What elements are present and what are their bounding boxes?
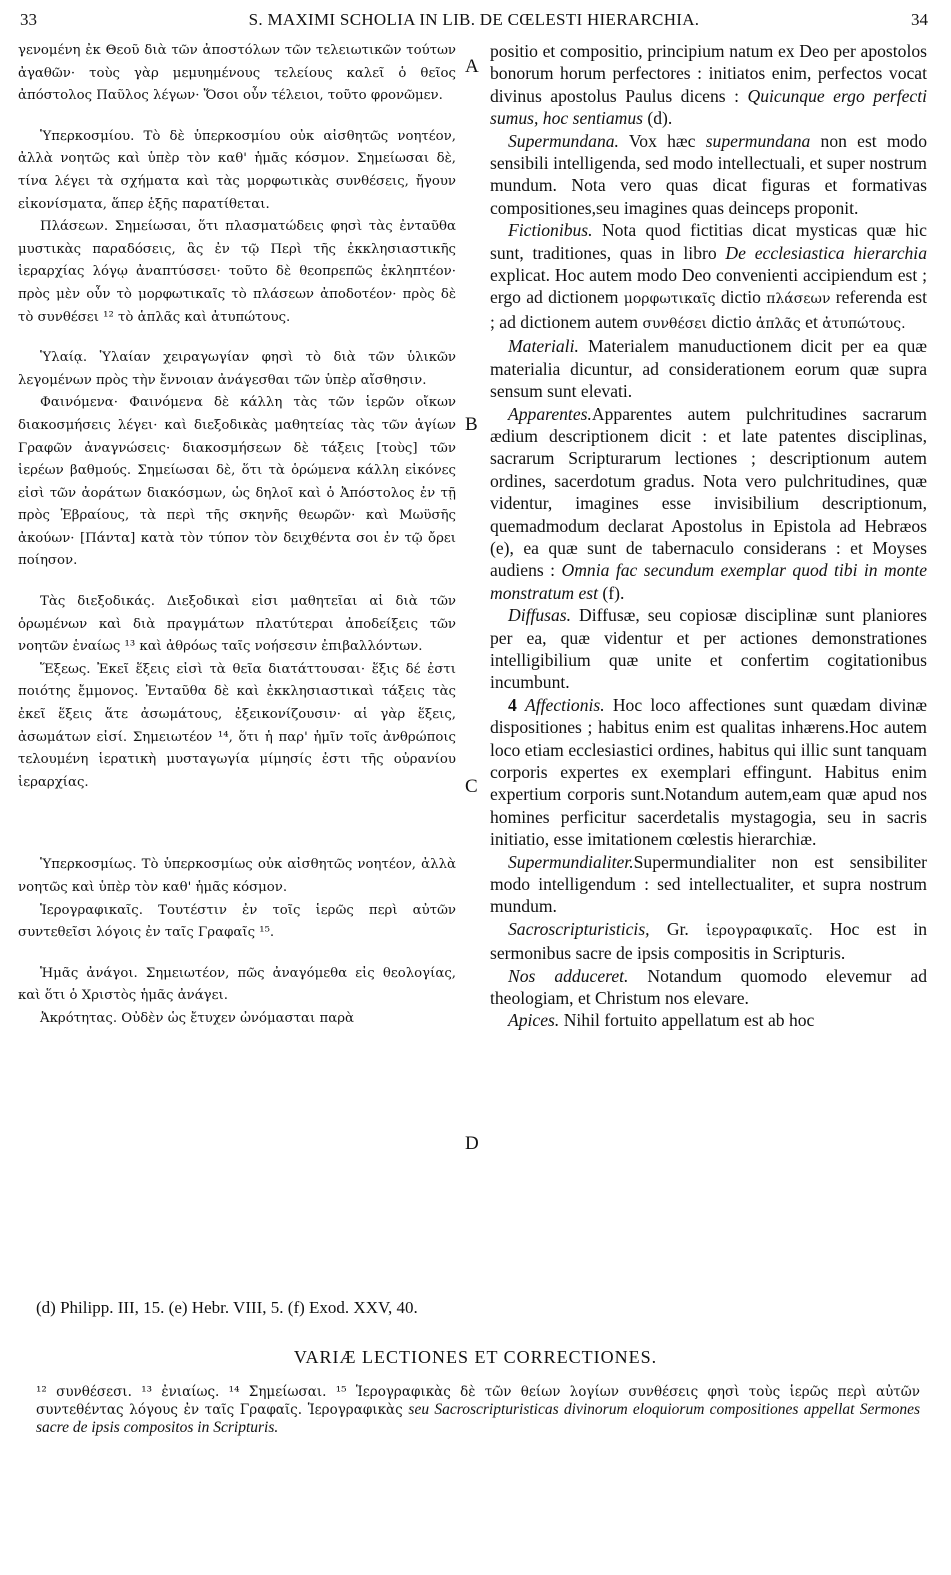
latin-paragraph [490,40,927,130]
lemma: Materiali. [508,336,579,357]
latin-text: (f). [602,582,625,603]
page-number-left: 33 [20,10,37,29]
greek-word: συνθέσει [642,315,708,332]
latin-text: Diffusæ, seu copiosæ disciplinæ sunt planiores per ea, quæ videntur et per actiones demonstrationes intelligibilium quæ unite et confertim cogitationibus incumbunt. [490,605,927,693]
latin-text: referenda est ; ad dictionem autem [490,287,928,332]
column-number: 4 [508,694,517,715]
latin-paragraph [490,219,927,335]
greek-paragraph: Ἱερογραφικαῖς. Τουτέστιν ἐν τοῖς ἱερῶς περὶ αὐτῶν συντεθεῖσι λόγοις ἐν ταῖς Γραφαῖς ¹⁵. [18,902,456,941]
lemma: Supermundialiter. [508,851,634,872]
latin-quote: Omnia fac secundum exemplar quod tibi in monte monstratum est [490,560,928,603]
greek-word: ἀτυπώτους. [822,315,906,332]
lemma: Apices. [508,1010,560,1031]
latin-text: Nota quod fictitias dicat mysticas quæ hic sunt, traditiones, quas in libro [490,220,927,263]
latin-text: Nihil fortuito appellatum est ab hoc [563,1010,815,1031]
section-marker-c: C [465,776,478,797]
latin-paragraph [490,694,927,851]
latin-text: Gr. [666,918,689,939]
latin-text: Hoc est in sermonibus sacre de ipsis compositis in Scripturis. [490,918,928,964]
greek-paragraph: Ὑπερκοσμίως. Τὸ ὑπερκοσμίως οὐκ αἰσθητῶς νοητέον, ἀλλὰ νοητῶς καὶ ὑπὲρ τὸν καθ' ἡμᾶς κόσμον. [18,857,456,895]
lemma: Diffusas. [508,605,572,626]
lemma: Supermundana. [508,130,619,151]
lemma: Fictionibus. [508,220,593,241]
latin-text: dictio [711,311,752,332]
latin-paragraph [490,130,927,220]
variants-title: VARIÆ LECTIONES ET CORRECTIONES. [293,1347,658,1367]
greek-paragraph: Τὰς διεξοδικάς. Διεξοδικαὶ εἰσι μαθητεῖαι αἱ διὰ τῶν ὁρωμένων καὶ διὰ πραγμάτων πλατύτεραι ἀποδείξεις τῶν νοητῶν ἑναίως ¹³ καὶ ἀθρόως ταῖς νοήσεσιν ἐπιβαλλόντων. [18,594,456,655]
latin-text: Apparentes autem pulchritudines sacrarum ædium descriptionem dicit : et late patentes disciplinas, sacrarum Scripturarum lectiones ; descriptionum autem ordines, sacerdotum gradus. Nota vero pulchritudines, quæ videntur, imagines esse invisibilium descriptionum, quemadmodum declarat Apostolus in Epistola ad Hebræos (e), ea quæ sunt de tabernaculo considerans : et Moyses audiens : [490,403,927,581]
greek-paragraph: Ὑπερκοσμίου. Τὸ δὲ ὑπερκοσμίου οὐκ αἰσθητῶς νοητέον, ἀλλὰ νοητῶς καὶ ὑπὲρ τὸν καθ' ἡμᾶς κόσμον. Σημείωσαι δὲ, τίνα λέγει τὰ σχήματα καὶ τὰς μορφωτικὰς συνθέσεις, ἤγουν εἰκονίσματα, ἅπερ ἑξῆς παρατίθεται. [18,128,456,212]
latin-paragraph [490,851,927,918]
latin-text: dictio [720,287,761,308]
greek-paragraph: Ἡμᾶς ἀνάγοι. Σημειωτέον, πῶς ἀναγόμεθα εἰς θεολογίας, καὶ ὅτι ὁ Χριστὸς ἡμᾶς ἀνάγει. [18,965,456,1004]
latin-text: non est modo sensibili intelligenda, sed modo intellectuali, et super nostrum mundum. Nota vero quas dicat figuras et formativas compositiones,seu imagines quas deinceps proponit. [490,130,927,218]
running-head [20,8,928,36]
latin-text: Materialem manuductionem dicit per ea quæ materialia dicuntur, ad considerationem eorum quæ supra sensum sunt elevati. [490,336,927,402]
latin-text: explicat. Hoc autem modo Deo convenienti accipiendum est ; ergo ad dictionem [490,265,927,308]
latin-text: positio et compositio, principium natum ex Deo per apostolos bonorum horum perfectores : initiatos enim, perfectos vocat divinus apostolus Paulus dicens : [490,41,927,106]
greek-word: πλάσεων [766,291,831,308]
greek-paragraph: Ὑλαίᾳ. Ὑλαίαν χειραγωγίαν φησὶ τὸ διὰ τῶν ὑλικῶν λεγομένων πρὸς τὴν ἔννοιαν ἀνάγεσθαι τῶν ὑπὲρ αἴσθησιν. [18,350,456,388]
latin-paragraph [490,403,927,605]
lemma: Apparentes. [508,403,592,424]
greek-paragraph: Ἀκρότητας. Οὐδὲν ὡς ἔτυχεν ὠνόμασται παρὰ [40,1010,354,1026]
greek-paragraph: Ἕξεως. Ἐκεῖ ἕξεις εἰσὶ τὰ θεῖα διατάττουσαι· ἕξις δέ ἐστι ποιότης ἔμμονος. Ἐνταῦθα δὲ καὶ ἐκκλησιαστικαὶ τάξεις τὰς ἐκεῖ ἕξεις ἅτε ἀσωμάτους, ἐξεικονίζουσιν· αἱ γὰρ ἕξεις, ἀσωμάτων εἰσί. Σημειωτέον ¹⁴, ὅτι ἡ παρ' ἡμῖν τοῖς ἀνθρώποις τελουμένη ἱερατικὴ μυσταγωγία μίμησίς ἐστι τῆς οὐρανίου ἱεραρχίας. [18,661,456,790]
greek-paragraph: Πλάσεων. Σημείωσαι, ὅτι πλασματώδεις φησὶ τὰς ἐνταῦθα μυστικὰς παραδόσεις, ἃς ἐν τῷ Περὶ τῆς ἐκκλησιαστικῆς ἱεραρχίας λόγῳ ἀναπτύσσει· τοῦτο δὲ θεοπρεπῶς ἐκληπτέον· πρὸς μὲν οὖν τὸ μορφωτικαῖς τὸ πλάσεων ἀποδοτέον· πρὸς δὲ τὸ συνθέσει ¹² τὸ ἁπλᾶς καὶ ἀτυπώτους. [18,219,456,325]
latin-paragraph [490,918,927,965]
section-marker-d: D [465,1133,479,1154]
latin-text: Notandum quomodo elevemur ad theologiam, et Christum nos elevare. [490,965,928,1009]
page-number-right: 34 [911,10,928,29]
greek-word: ἱερογραφικαῖς. [706,922,813,939]
section-marker-a: A [465,56,479,77]
latin-text: Vox hæc [628,130,696,151]
variant-latin: seu Sacroscripturisticas divinorum eloquiorum compositiones appellat Sermones sacre de ipsis compositos in Scripturis. [36,1401,920,1436]
running-title: S. MAXIMI SCHOLIA IN LIB. DE CŒLESTI HIERARCHIA. [248,10,700,29]
greek-paragraph: Φαινόμενα· Φαινόμενα δὲ κάλλη τὰς τῶν ἱερῶν οἴκων διακοσμήσεις λέγει· καὶ διεξοδικὰς μαθητείας τὰς τῶν ἁγίων Γραφῶν ἀναγνώσεις· διακοσμήσεων δὲ τάξεις [τοὺς] τῶν ἱερέων βαθμούς. Σημείωσαι δὲ, ὅτι τὰ ὁρώμενα κάλλη εἰκόνες εἰσὶ τῶν ἀοράτων διακόσμων, ὡς δηλοῖ καὶ ὁ Ἀπόστολος ἐν τῇ πρὸς Ἑβραίους, τὰ περὶ τῆς σκηνῆς θεωρῶν· καὶ Μωϋσῆς ἀκούων· [Πάντα] κατὰ τὸν τύπον τὸν δειχθέντα σοι ἐν τῷ ὄρει ποίησον. [18,395,456,569]
variant-greek: ¹² συνθέσεσι. ¹³ ἐνιαίως. ¹⁴ Σημείωσαι. ¹⁵ Ἱερογραφικὰς δὲ τῶν θείων λογίων συνθέσεις φησὶ τοὺς ἱερῶς περὶ αὐτῶν συντεθέντας λόγους ἐν ταῖς Γραφαῖς. Ἱερογραφικὰς [36,1384,920,1418]
latin-quote: Quicunque ergo perfecti sumus, hoc sentiamus [490,85,928,129]
greek-word: ἁπλᾶς [755,315,801,332]
latin-paragraph [490,604,927,694]
latin-text: (d). [647,108,673,129]
latin-paragraph [490,965,927,1010]
latin-paragraph [490,1009,927,1031]
greek-column [18,40,456,1031]
latin-text: Hoc loco affectiones sunt quædam divinæ dispositiones ; habitus enim est qualitas inhærens.Hoc autem loco etiam ecclesiastici ordines, habitus qui illic sunt tanquam corporis expertes ex exemplari effingunt. Habitus enim expertium corporis sunt.Notandum autem,eam quæ apud nos homines perficitur sacerdetalis mystagogia, seu in sacris initiatio, esse imitationem cœlestis hierarchiæ. [490,694,928,850]
section-marker-b: B [465,414,478,435]
latin-quote: supermundana [705,130,811,151]
latin-text: et [805,311,818,332]
greek-paragraph: γενομένη ἐκ Θεοῦ διὰ τῶν ἀποστόλων τῶν τελειωτικῶν τούτων ἀγαθῶν· τοὺς γὰρ μεμυημένους τελείους καλεῖ ὁ θεῖος ἀπόστολος Παῦλος λέγων· Ὅσοι οὖν τέλειοι, τοῦτο φρονῶμεν. [18,43,456,104]
footnotes: (d) Philipp. III, 15. (e) Hebr. VIII, 5. (f) Exod. XXV, 40. [36,1298,418,1317]
latin-column [490,40,927,1032]
latin-paragraph [490,335,927,402]
greek-word: μορφωτικαῖς [623,291,716,308]
lemma: Nos adduceret. [508,965,629,986]
latin-text: Supermundialiter non est sensibiliter modo intelligendum : sed intellectualiter, et supra nostrum mundum. [490,851,927,917]
book-title: De ecclesiastica hierarchia [725,242,927,263]
lemma: Affectionis. [524,694,605,715]
variants-block [36,1383,920,1437]
lemma: Sacroscripturisticis, [508,918,650,939]
